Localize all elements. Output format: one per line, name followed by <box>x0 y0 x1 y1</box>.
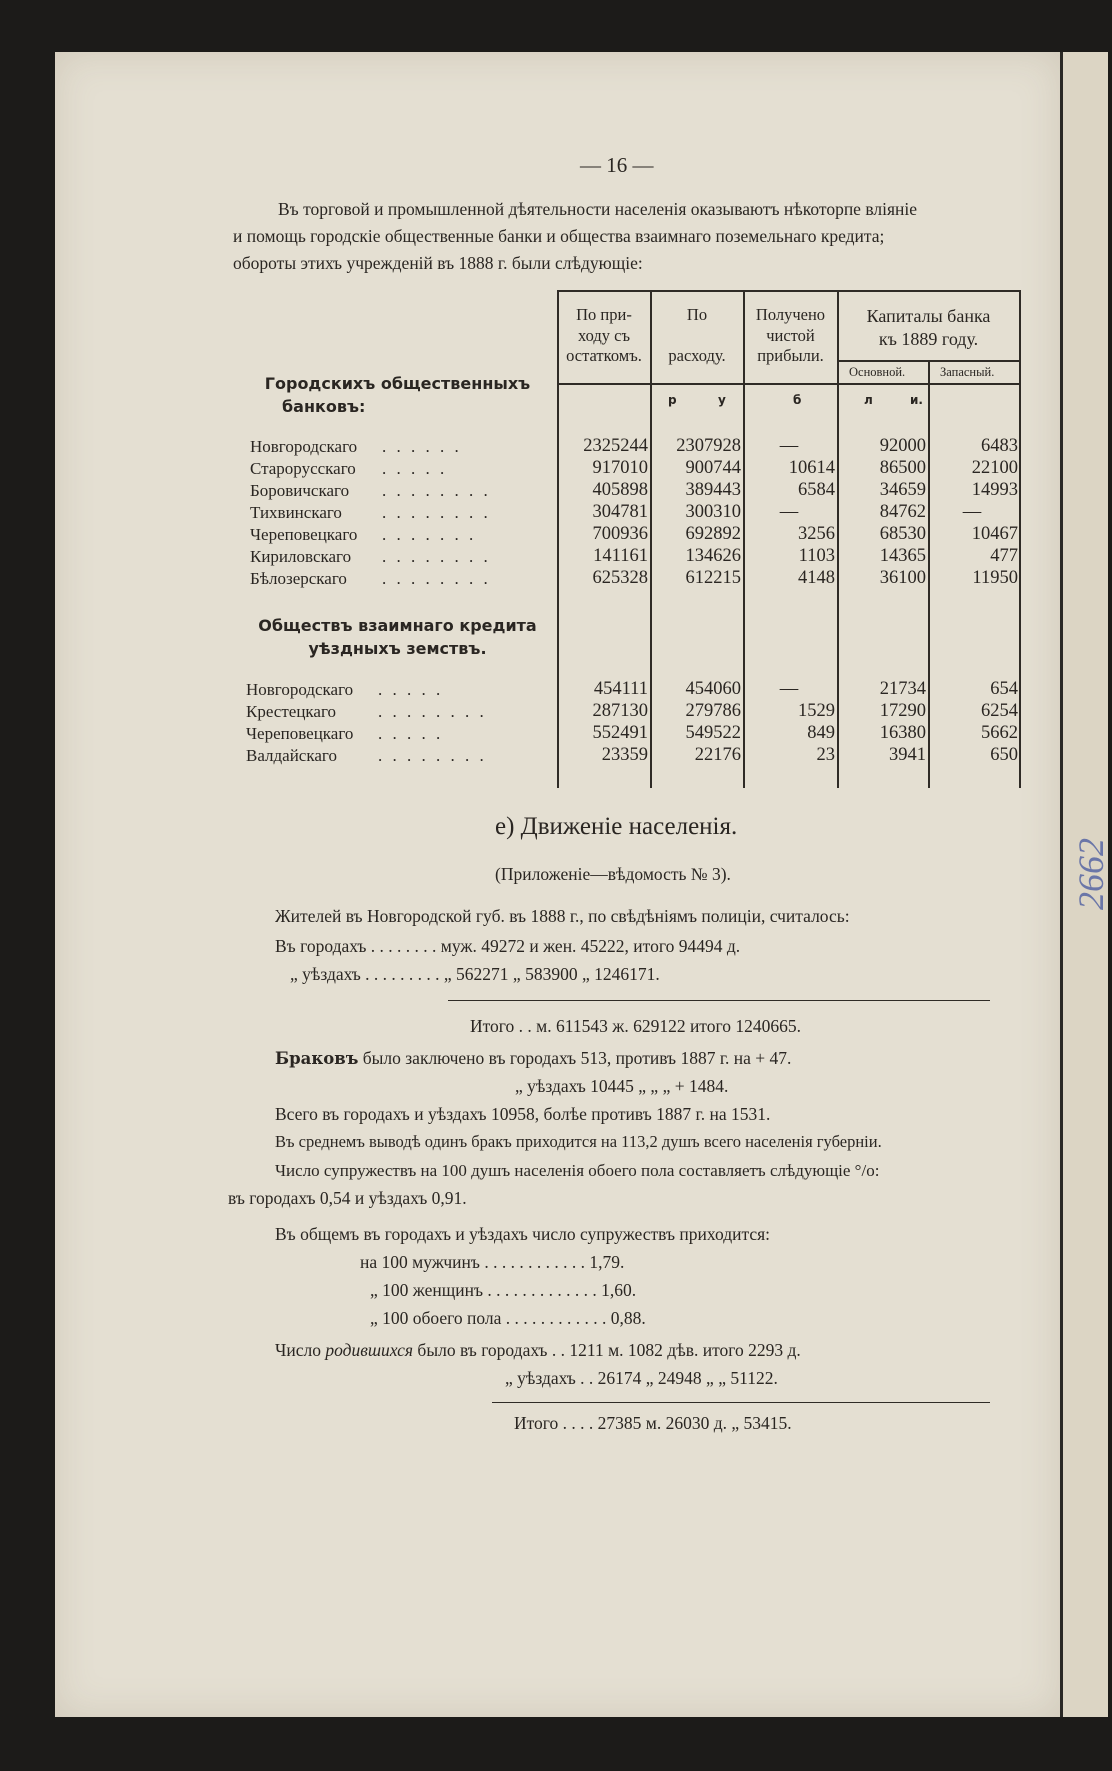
table-cell: 10467 <box>971 524 1018 544</box>
table-cell: 36100 <box>879 568 926 588</box>
table-cell: 2325244 <box>583 436 648 456</box>
table-cell: 3256 <box>798 524 835 544</box>
table-cell: 279786 <box>685 701 741 721</box>
table-cell: 405898 <box>592 480 648 500</box>
table-cell: 23359 <box>601 745 648 765</box>
table-cell: 4148 <box>798 568 835 588</box>
couples-men: на 100 мужчинъ . . . . . . . . . . . . 1,79. <box>360 1252 625 1272</box>
table-cell: 3941 <box>889 745 926 765</box>
table-cell: 612215 <box>685 568 741 588</box>
table-cell: — <box>962 502 982 522</box>
table-cell: 454060 <box>685 679 741 699</box>
group-title-city-banks: Городскихъ общественныхъ банковъ: <box>264 374 531 417</box>
table-cell: 1529 <box>798 701 835 721</box>
population-cities: Въ городахъ . . . . . . . . муж. 49272 и жен. 45222, итого 94494 д. <box>275 936 741 956</box>
table-cell: 86500 <box>879 458 926 478</box>
table-cell: 6254 <box>981 701 1018 721</box>
table-cell: 304781 <box>592 502 648 522</box>
table-cell: 700936 <box>592 524 648 544</box>
marriages-line-5: Число супружествъ на 100 душъ населенія обоего пола составляетъ слѣдующіе °/о: <box>275 1161 880 1180</box>
table-cell: 477 <box>990 546 1018 566</box>
table-cell: 300310 <box>685 502 741 522</box>
row-leader-dots: . . . . . . . . <box>382 569 491 588</box>
table-cell: 14365 <box>879 546 926 566</box>
couples-women: „ 100 женщинъ . . . . . . . . . . . . . 1,60. <box>370 1280 637 1300</box>
margin-handwriting: 2662 <box>1071 838 1111 910</box>
couples-lead: Въ общемъ въ городахъ и уѣздахъ число супружествъ приходится: <box>275 1224 771 1244</box>
unit-letter-i: и. <box>910 393 923 407</box>
table-cell: 68530 <box>879 524 926 544</box>
table-cell: 5662 <box>981 723 1018 743</box>
table-top-rule <box>557 290 1020 292</box>
row-name: Тихвинскаго <box>250 503 342 522</box>
group-title-credit-societies: Обществъ взаимнаго кредита уѣздныхъ земствъ. <box>258 616 537 659</box>
row-name: Валдайскаго <box>246 746 337 765</box>
page-number: — 16 — <box>580 153 654 177</box>
row-name: Новгородскаго <box>246 680 354 699</box>
row-name: Череповецкаго <box>250 525 358 544</box>
col-header-profit: Получено чистой прибыли. <box>755 305 826 366</box>
table-right-rule <box>1019 290 1021 788</box>
table-cell: 34659 <box>879 480 926 500</box>
row-name: Кириловскаго <box>250 547 352 566</box>
unit-letter-u: у <box>718 393 726 407</box>
table-cell: 917010 <box>592 458 648 478</box>
births-total-rule <box>492 1402 990 1403</box>
row-leader-dots: . . . . . . . . <box>382 503 491 522</box>
table-cell: — <box>779 502 799 522</box>
row-name: Старорусскаго <box>250 459 356 478</box>
marriages-line-4: Въ среднемъ выводѣ одинъ бракъ приходится на 113,2 душъ всего населенія губерніи. <box>275 1132 882 1151</box>
births-line-1: Число родившихся было въ городахъ . . 1211 м. 1082 дѣв. итого 2293 д. <box>275 1340 801 1360</box>
table-cell: 22100 <box>971 458 1018 478</box>
population-total-rule <box>448 1000 990 1001</box>
table-cell: 389443 <box>685 480 741 500</box>
table-cell: 625328 <box>592 568 648 588</box>
table-cell: 6584 <box>798 480 835 500</box>
subheader-main: Основной. <box>849 365 906 379</box>
col-header-capital: Капиталы банка къ 1889 году. <box>866 306 991 349</box>
population-total: Итого . . м. 611543 ж. 629122 итого 1240665. <box>470 1016 801 1036</box>
table-cell: 549522 <box>685 723 741 743</box>
row-leader-dots: . . . . . . . . <box>378 746 487 765</box>
table-cell: 23 <box>816 745 835 765</box>
table-cell: 141161 <box>593 546 648 566</box>
row-name: Новгородскаго <box>250 437 358 456</box>
table-cell: 650 <box>990 745 1018 765</box>
marriages-line-2: „ уѣздахъ 10445 „ „ „ + 1484. <box>515 1076 729 1096</box>
table-cell: 92000 <box>879 436 926 456</box>
row-leader-dots: . . . . . <box>382 459 448 478</box>
table-cell: 900744 <box>685 458 741 478</box>
row-leader-dots: . . . . . . . . <box>382 547 491 566</box>
table-cell: 849 <box>807 723 835 743</box>
population-lead: Жителей въ Новгородской губ. въ 1888 г., по свѣдѣніямъ полиціи, считалось: <box>275 906 850 926</box>
table-cell: 21734 <box>879 679 926 699</box>
row-name: Крестецкаго <box>246 702 337 721</box>
marriages-line-6: въ городахъ 0,54 и уѣздахъ 0,91. <box>228 1188 467 1208</box>
births-line-2: „ уѣздахъ . . 26174 „ 24948 „ „ 51122. <box>505 1368 778 1388</box>
intro-line-1: Въ торговой и промышленной дѣятельности населенія оказываютъ нѣкоторпе вліяніе <box>278 199 917 219</box>
table-cell: 10614 <box>788 458 835 478</box>
table-cell: 6483 <box>981 436 1018 456</box>
unit-letter-b: б <box>793 393 802 407</box>
table-cell: 134626 <box>685 546 741 566</box>
table-cell: 454111 <box>593 679 648 699</box>
row-leader-dots: . . . . . . <box>382 437 462 456</box>
intro-line-3: обороты этихъ учрежденій въ 1888 г. были слѣдующіе: <box>233 253 643 273</box>
table-cell: 22176 <box>694 745 741 765</box>
table-cell: 552491 <box>592 723 648 743</box>
unit-letter-r: р <box>668 393 677 407</box>
row-name: Бѣлозерскаго <box>250 569 347 588</box>
row-leader-dots: . . . . . . . . <box>378 702 487 721</box>
marriages-line-3: Всего въ городахъ и уѣздахъ 10958, болѣе противъ 1887 г. на 1531. <box>275 1104 771 1124</box>
table-cell: 14993 <box>971 480 1018 500</box>
table-cell: 16380 <box>879 723 926 743</box>
col-header-income: По при- ходу съ остаткомъ. <box>566 305 642 366</box>
row-name: Боровичскаго <box>250 481 350 500</box>
header-bottom-rule <box>557 383 1020 385</box>
table-cell: 1103 <box>798 546 835 566</box>
table-cell: 84762 <box>879 502 926 522</box>
row-leader-dots: . . . . . <box>378 724 444 743</box>
marriages-line-1: Браковъ было заключено въ городахъ 513, противъ 1887 г. на + 47. <box>275 1048 792 1068</box>
table-cell: 17290 <box>879 701 926 721</box>
table-cell: 2307928 <box>676 436 741 456</box>
births-total: Итого . . . . 27385 м. 26030 д. „ 53415. <box>514 1413 792 1433</box>
col-header-expense: По расходу. <box>668 305 726 365</box>
table-cell: 287130 <box>592 701 648 721</box>
table-cell: 11950 <box>972 568 1018 588</box>
section-subtitle: (Приложеніе—вѣдомость № 3). <box>495 864 731 884</box>
table-cell: 654 <box>990 679 1018 699</box>
population-districts: „ уѣздахъ . . . . . . . . . „ 562271 „ 583900 „ 1246171. <box>290 964 660 984</box>
table-cell: 692892 <box>685 524 741 544</box>
row-name: Череповецкаго <box>246 724 354 743</box>
intro-line-2: и помощь городскіе общественные банки и общества взаимнаго поземельнаго кредита; <box>233 226 885 246</box>
unit-letter-l: л <box>864 393 873 407</box>
couples-both: „ 100 обоего пола . . . . . . . . . . . . 0,88. <box>370 1308 646 1328</box>
table-cell: — <box>779 436 799 456</box>
subheader-reserve: Запасный. <box>940 365 995 379</box>
section-title: е) Движеніе населенія. <box>495 813 738 840</box>
table-cell: — <box>779 679 799 699</box>
row-leader-dots: . . . . . <box>378 680 444 699</box>
row-leader-dots: . . . . . . . <box>382 525 477 544</box>
row-leader-dots: . . . . . . . . <box>382 481 491 500</box>
